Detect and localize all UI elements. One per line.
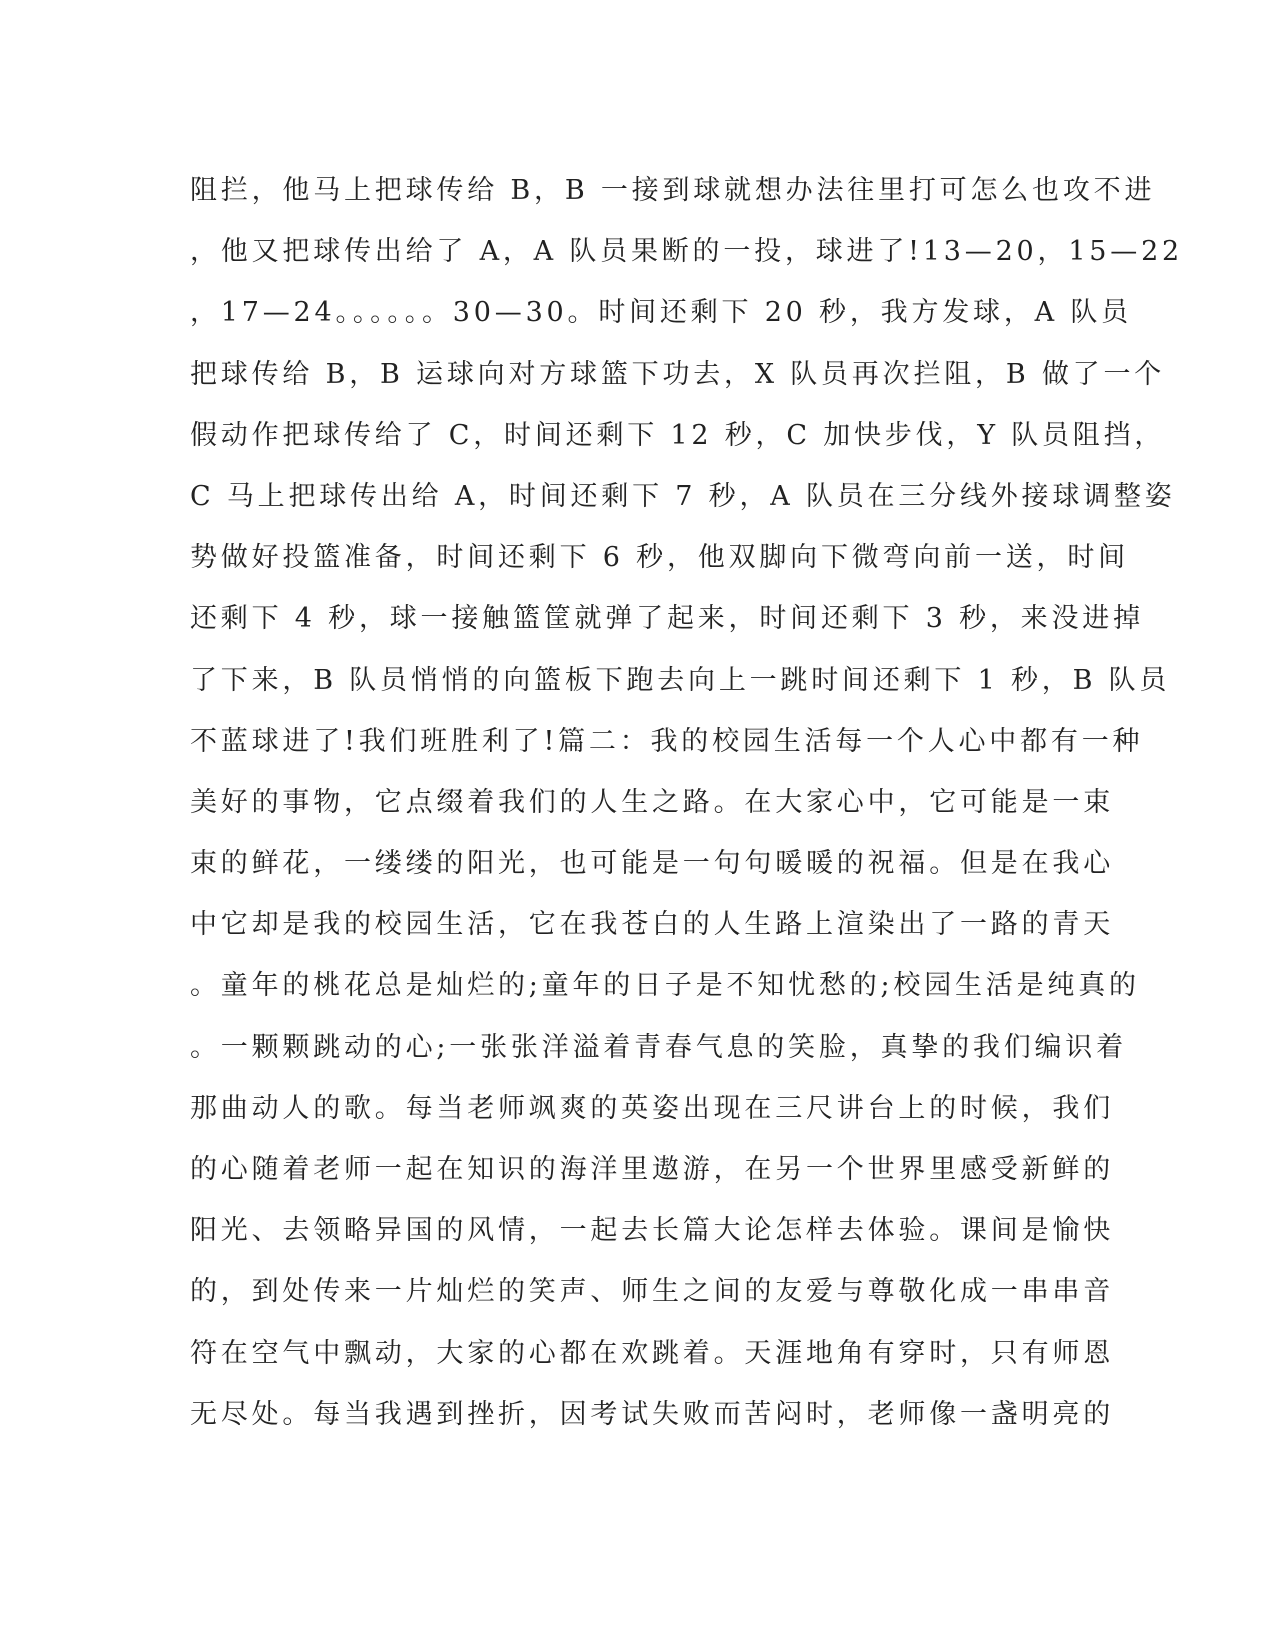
text-line: ，他又把球传出给了 A，A 队员果断的一投，球进了!13—20，15—22 (190, 236, 1184, 268)
text-line: ，17—24。。。。。。30—30。时间还剩下 20 秒，我方发球，A 队员 (190, 297, 1132, 329)
text-line: 不蓝球进了!我们班胜利了!篇二：我的校园生活每一个人心中都有一种 (190, 725, 1144, 757)
body-text (190, 160, 1184, 1445)
text-line: 把球传给 B，B 运球向对方球篮下功去，X 队员再次拦阻，B 做了一个 (190, 358, 1166, 390)
text-line: 符在空气中飘动，大家的心都在欢跳着。天涯地角有穿时，只有师恩 (190, 1337, 1114, 1369)
text-line: 中它却是我的校园生活，它在我苍白的人生路上渲染出了一路的青天 (190, 909, 1114, 941)
text-line: 的心随着老师一起在知识的海洋里遨游，在另一个世界里感受新鲜的 (190, 1154, 1114, 1185)
text-line: 假动作把球传给了 C，时间还剩下 12 秒，C 加快步伐，Y 队员阻挡， (190, 419, 1166, 451)
text-line: 阳光、去领略异国的风情，一起去长篇大论怎样去体验。课间是愉快 (190, 1215, 1114, 1247)
text-line: 束的鲜花，一缕缕的阳光，也可能是一句句暖暖的祝福。但是在我心 (190, 848, 1114, 880)
text-line: 的，到处传来一片灿烂的笑声、师生之间的友爱与尊敬化成一串串音 (190, 1276, 1114, 1308)
text-line: C 马上把球传出给 A，时间还剩下 7 秒，A 队员在三分线外接球调整姿 (190, 480, 1176, 512)
text-line: 美好的事物，它点缀着我们的人生之路。在大家心中，它可能是一束 (190, 786, 1114, 818)
text-line: 势做好投篮准备，时间还剩下 6 秒，他双脚向下微弯向前一送，时间 (190, 542, 1129, 574)
text-line: 。童年的桃花总是灿烂的;童年的日子是不知忧愁的;校园生活是纯真的 (190, 970, 1140, 1002)
text-line: 无尽处。每当我遇到挫折，因考试失败而苦闷时，老师像一盏明亮的 (190, 1398, 1114, 1430)
text-line: 阻拦，他马上把球传给 B，B 一接到球就想办法往里打可怎么也攻不进 (190, 175, 1156, 206)
text-line: 了下来，B 队员悄悄的向篮板下跑去向上一跳时间还剩下 1 秒，B 队员 (190, 664, 1171, 696)
text-line: 那曲动人的歌。每当老师飒爽的英姿出现在三尺讲台上的时候，我们 (190, 1092, 1114, 1124)
text-line: 还剩下 4 秒，球一接触篮筐就弹了起来，时间还剩下 3 秒，来没进掉 (190, 603, 1144, 635)
text-line: 。一颗颗跳动的心;一张张洋溢着青春气息的笑脸，真挚的我们编识着 (190, 1031, 1127, 1063)
